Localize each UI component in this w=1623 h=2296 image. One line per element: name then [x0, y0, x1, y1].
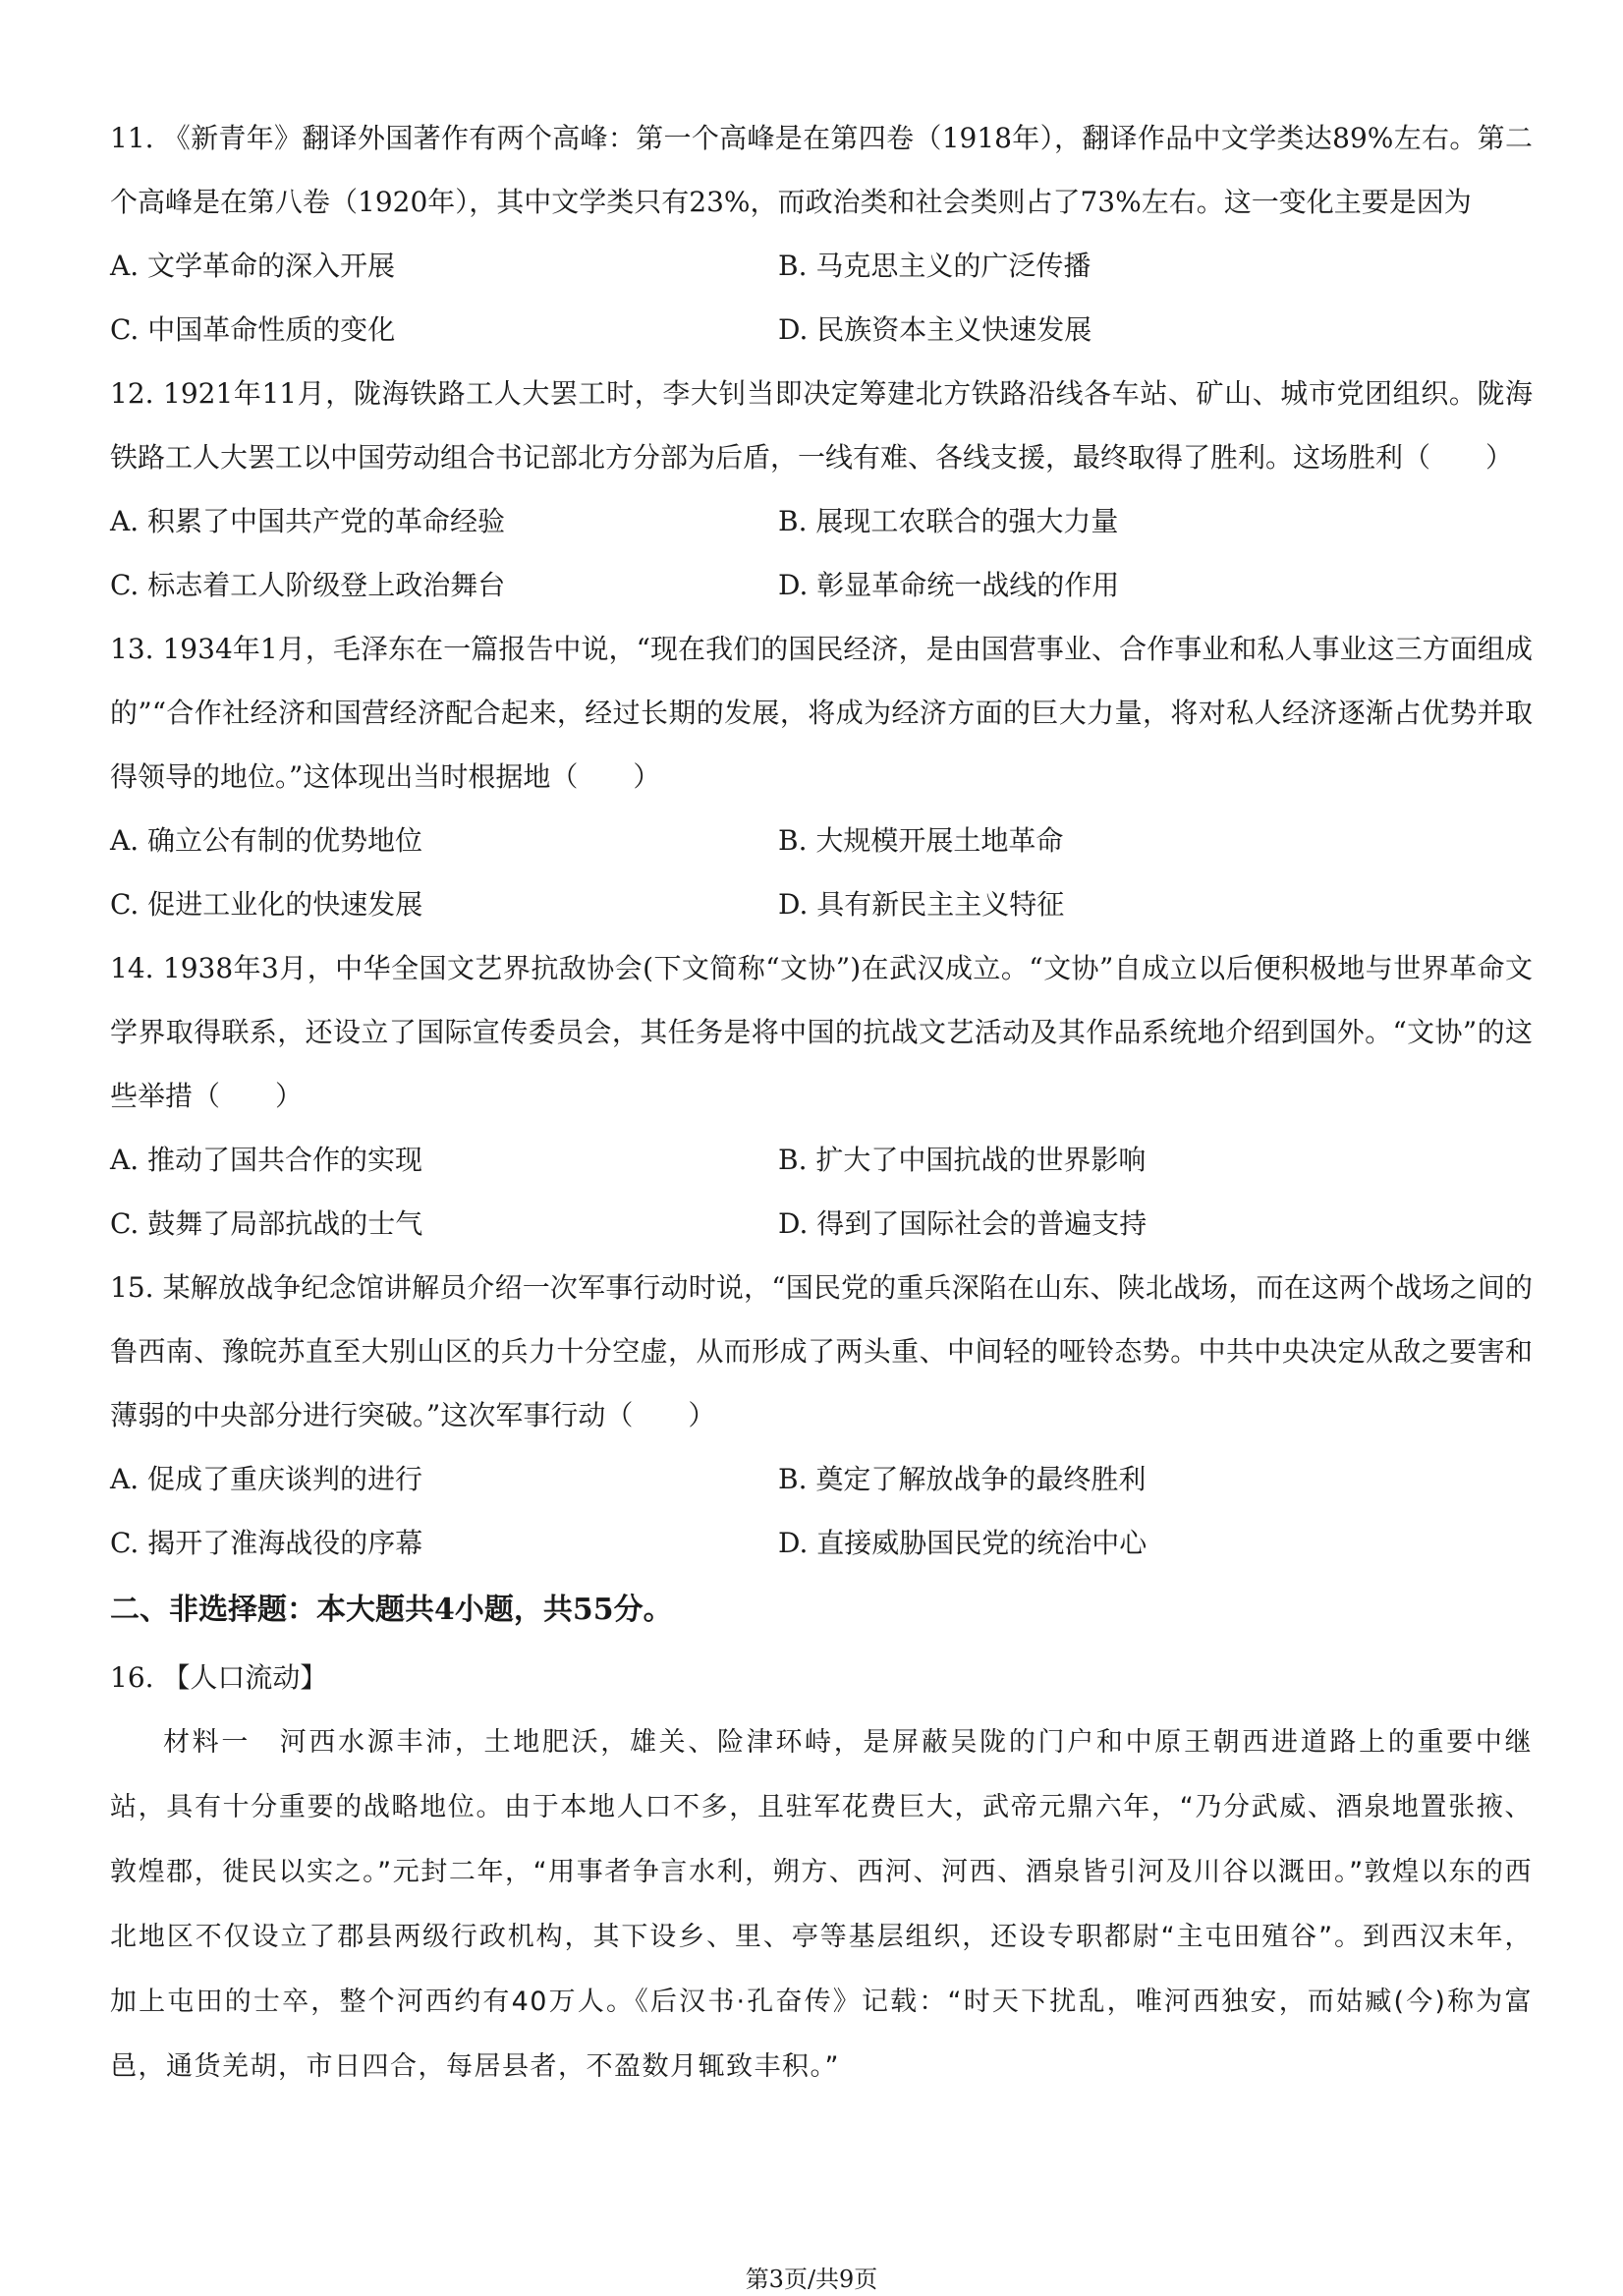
section-heading: 二、非选择题：本大题共4小题，共55分。 [110, 1593, 673, 1627]
option-a: A. 积累了中国共产党的革命经验 [110, 505, 506, 537]
exam-page [110, 106, 1533, 2100]
option-c: C. 促进工业化的快速发展 [110, 888, 423, 921]
option-a: A. 推动了国共合作的实现 [110, 1144, 423, 1176]
question-14 [110, 936, 1533, 1256]
question-15 [110, 1256, 1533, 1575]
option-b: B. 大规模开展土地革命 [778, 824, 1064, 857]
question-13 [110, 617, 1533, 936]
options-list [110, 1128, 1533, 1256]
option-b: B. 扩大了中国抗战的世界影响 [778, 1144, 1147, 1176]
options-list [110, 1447, 1533, 1575]
question-11 [110, 106, 1533, 362]
option-a: A. 文学革命的深入开展 [110, 250, 396, 282]
option-c: C. 中国革命性质的变化 [110, 313, 396, 346]
question-12 [110, 362, 1533, 617]
question-stem: 12. 1921年11月，陇海铁路工人大罢工时，李大钊当即决定筹建北方铁路沿线各车站、矿山、城市党团组织。陇海铁路工人大罢工以中国劳动组合书记部北方分部为后盾，一线有难、各线支援，最终取得了胜利。这场胜利（ ） [110, 377, 1533, 474]
option-d: D. 直接威胁国民党的统治中心 [778, 1527, 1147, 1559]
question-16 [110, 1646, 1533, 2100]
option-b: B. 展现工农联合的强大力量 [778, 505, 1119, 537]
page-number: 第3页/共9页 [745, 2266, 878, 2293]
question-stem: 14. 1938年3月，中华全国文艺界抗敌协会(下文简称“文协”)在武汉成立。“文协”自成立以后便积极地与世界革命文学界取得联系，还设立了国际宣传委员会，其任务是将中国的抗战文艺活动及其作品系统地介绍到国外。“文协”的这些举措（ ） [110, 952, 1533, 1112]
option-d: D. 得到了国际社会的普遍支持 [778, 1207, 1147, 1240]
question-stem: 15. 某解放战争纪念馆讲解员介绍一次军事行动时说，“国民党的重兵深陷在山东、陕北战场，而在这两个战场之间的鲁西南、豫皖苏直至大别山区的兵力十分空虚，从而形成了两头重、中间轻的哑铃态势。中共中央决定从敌之要害和薄弱的中央部分进行突破。”这次军事行动（ ） [110, 1271, 1533, 1431]
option-c: C. 揭开了淮海战役的序幕 [110, 1527, 423, 1559]
options-list [110, 809, 1533, 936]
option-b: B. 马克思主义的广泛传播 [778, 250, 1091, 282]
option-a: A. 促成了重庆谈判的进行 [110, 1463, 423, 1495]
option-c: C. 鼓舞了局部抗战的士气 [110, 1207, 423, 1240]
question-stem: 11. 《新青年》翻译外国著作有两个高峰：第一个高峰是在第四卷（1918年），翻译作品中文学类达89%左右。第二个高峰是在第八卷（1920年），其中文学类只有23%，而政治类和社会类则占了73%左右。这一变化主要是因为 [110, 122, 1533, 218]
option-d: D. 彰显革命统一战线的作用 [778, 569, 1120, 601]
question-title: 16. 【人口流动】 [110, 1661, 328, 1694]
option-a: A. 确立公有制的优势地位 [110, 824, 423, 857]
options-list [110, 489, 1533, 617]
options-list [110, 234, 1533, 362]
option-b: B. 奠定了解放战争的最终胜利 [778, 1463, 1147, 1495]
option-c: C. 标志着工人阶级登上政治舞台 [110, 569, 506, 601]
option-d: D. 具有新民主主义特征 [778, 888, 1065, 921]
question-stem: 13. 1934年1月，毛泽东在一篇报告中说，“现在我们的国民经济，是由国营事业、合作事业和私人事业这三方面组成的”“合作社经济和国营经济配合起来，经过长期的发展，将成为经济方面的巨大力量，将对私人经济逐渐占优势并取得领导的地位。”这体现出当时根据地（ ） [110, 633, 1533, 793]
material-text: 材料一 河西水源丰沛，土地肥沃，雄关、险津环峙，是屏蔽吴陇的门户和中原王朝西进道路上的重要中继站，具有十分重要的战略地位。由于本地人口不多，且驻军花费巨大，武帝元鼎六年，“乃分武威、酒泉地置张掖、敦煌郡，徙民以实之。”元封二年，“用事者争言水利，朔方、西河、河西、酒泉皆引河及川谷以溉田。”敦煌以东的西北地区不仅设立了郡县两级行政机构，其下设乡、里、亭等基层组织，还设专职都尉“主屯田殖谷”。到西汉末年，加上屯田的士卒，整个河西约有40万人。《后汉书·孔奋传》记载：“时天下扰乱，唯河西独安，而姑臧(今)称为富邑，通货羌胡，市日四合，每居县者，不盈数月辄致丰积。” [110, 1727, 1533, 2082]
option-d: D. 民族资本主义快速发展 [778, 313, 1092, 346]
